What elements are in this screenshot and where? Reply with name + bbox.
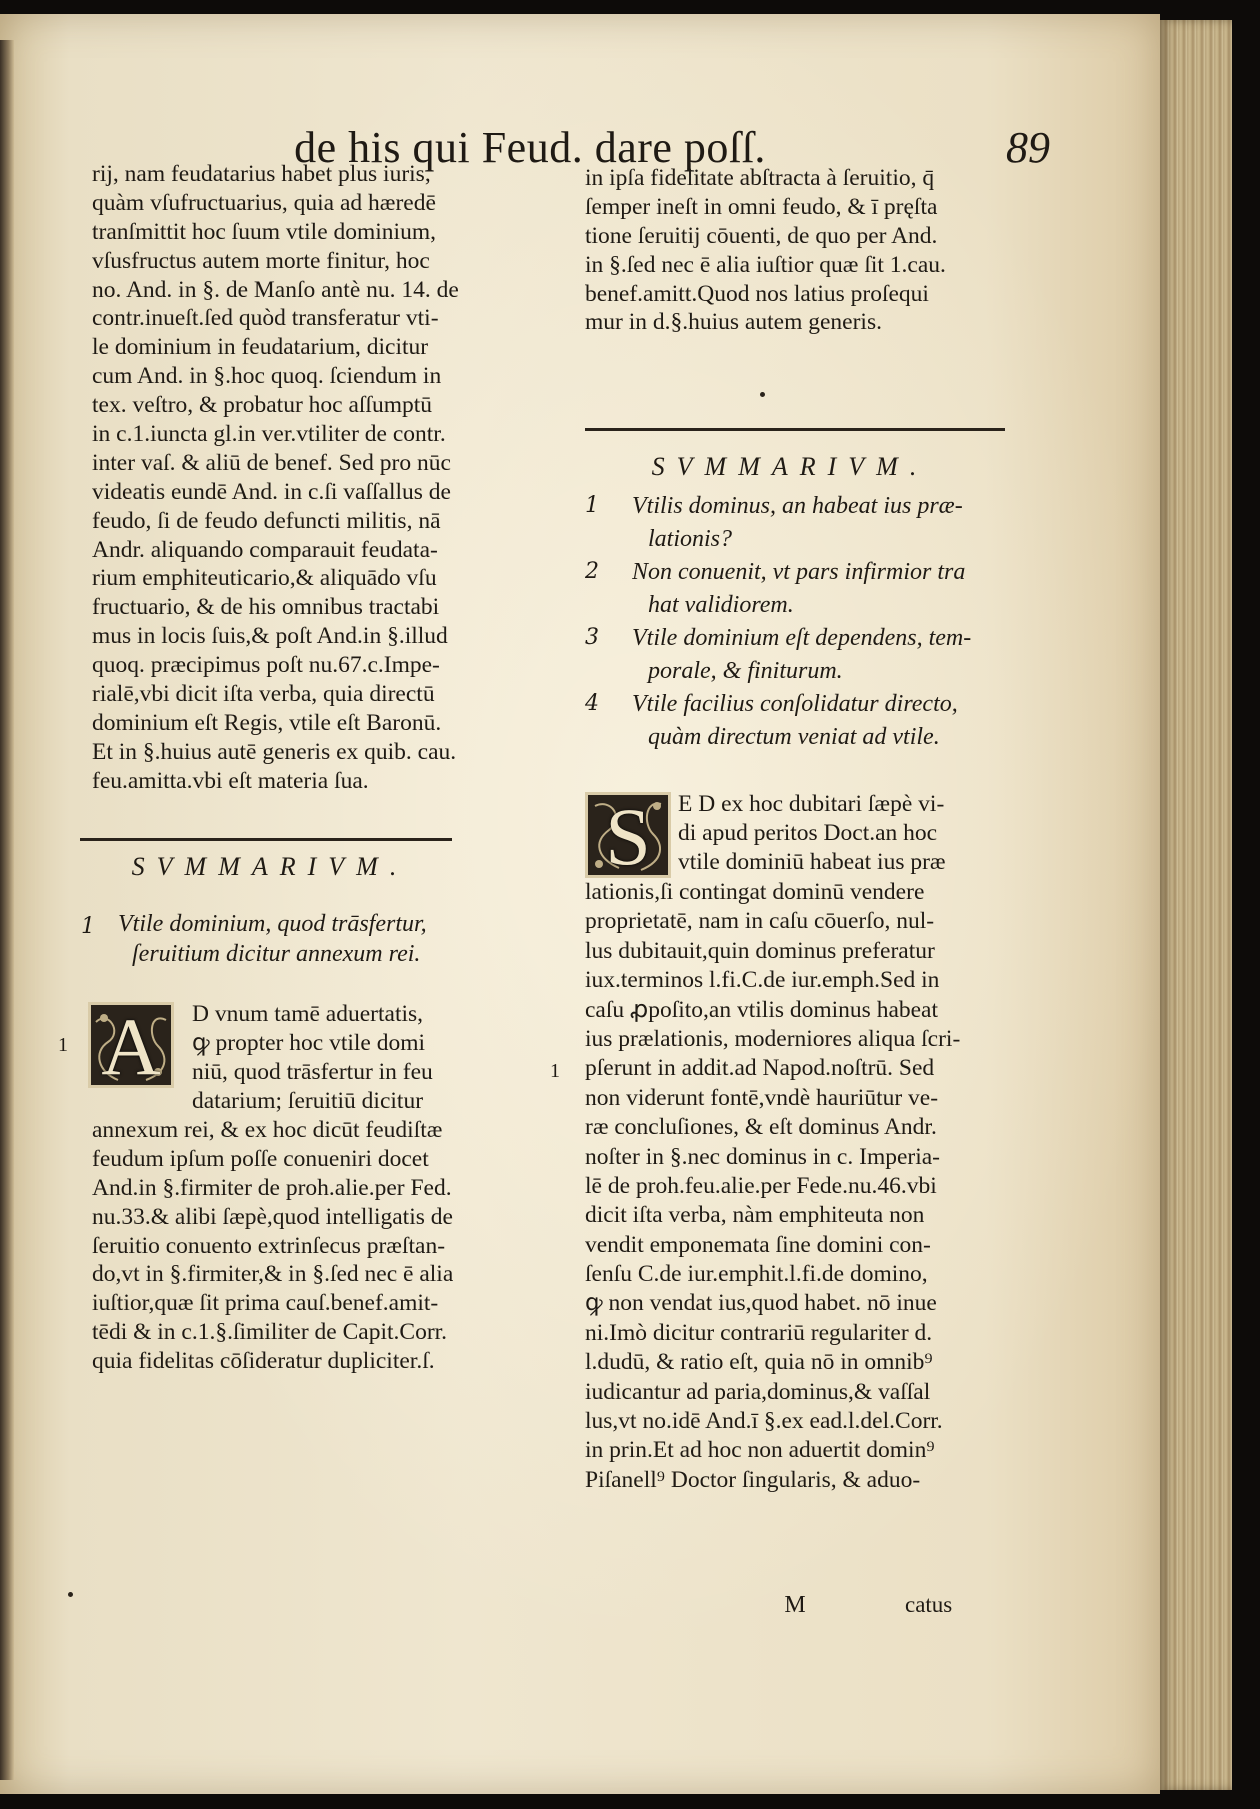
text-line: in prin.Et ad hoc non aduertit domin⁹ (585, 1437, 935, 1464)
ink-speck (760, 392, 765, 397)
folio-number: 89 (1006, 123, 1050, 172)
text-line: do,vt in §.firmiter,& in §.ſed nec ē alia (92, 1261, 454, 1288)
dropcap-letter: A (101, 1001, 161, 1092)
summary-line: Vtile dominium, quod trāsfertur, (118, 911, 427, 937)
text-line: noſter in §.nec dominus in c. Imperia- (585, 1143, 941, 1170)
dropcap-a (88, 1001, 174, 1092)
text-line: rij, nam feudatarius habet plus iuris, (92, 161, 431, 187)
text-line: dicit iſta verba, nàm emphiteuta non (585, 1202, 925, 1229)
dropcap-s (585, 791, 671, 882)
text-line: Piſanell⁹ Doctor ſingularis, & aduo- (585, 1466, 921, 1493)
text-line: ni.Imò dicitur contrariū regulariter d. (585, 1319, 933, 1346)
left-margin-note: 1 (58, 1034, 68, 1056)
text-line: fructuario, & de his omnibus tractabi (92, 594, 440, 621)
text-line: inter vaſ. & aliū de benef. Sed pro nūc (92, 449, 451, 476)
summary-item (632, 688, 1022, 754)
text-line: vendit emponemata ſine domini con- (585, 1231, 931, 1258)
summary-line: ſeruitium dicitur annexum rei. (132, 940, 421, 967)
left-dropcap-lines (192, 1000, 462, 1116)
text-line: feudo, ſi de feudo defuncti militis, nā (92, 507, 441, 534)
text-line: ſemper ineſt in omni feudo, & ī pręſta (585, 193, 938, 220)
text-line: lē de proh.feu.alie.per Fede.nu.46.vbi (585, 1172, 937, 1199)
text-line: nu.33.& alibi ſæpè,quod intelligatis de (92, 1203, 453, 1230)
text-line: tione ſeruitij cōuenti, de quo per And. (585, 222, 938, 249)
left-section-rule (80, 838, 452, 841)
text-line: tēdi & in c.1.§.ſimiliter de Capit.Corr. (92, 1319, 448, 1346)
summary-line: Non conuenit, vt pars infirmior tra (632, 559, 966, 585)
left-summary-item-number: 1 (81, 914, 95, 939)
text-line: rium emphiteuticario,& aliquādo vſu (92, 565, 437, 592)
summary-item (632, 556, 1022, 622)
summary-line: Vtile dominium eſt dependens, tem- (632, 625, 972, 651)
right-summary-title: SVMMARIVM. (651, 452, 929, 481)
signature-mark: M (784, 1592, 806, 1618)
text-line: Et in §.huius autē generis ex quib. cau. (92, 738, 457, 765)
text-line: feu.amitta.vbi eſt materia ſua. (92, 767, 369, 794)
text-line: datarium; ſeruitiū dicitur (192, 1087, 424, 1114)
text-line: caſu ꝓpoſito,an vtilis dominus habeat (585, 996, 939, 1023)
text-line: And.in §.firmiter de proh.alie.per Fed. (92, 1174, 452, 1201)
dropcap-letter: S (605, 791, 651, 882)
text-line: iudicantur ad paria,dominus,& vaſſal (585, 1378, 931, 1405)
text-line: proprietatē, nam in caſu cōuerſo, nul- (585, 908, 935, 935)
summary-item-number: 1 (585, 493, 599, 518)
right-column-paragraph-1 (585, 164, 1025, 337)
left-summary-item (118, 910, 458, 969)
text-line: lus dubitauit,quin dominus preferatur (585, 937, 935, 964)
text-line: benef.amitt.Quod nos latius proſequi (585, 280, 929, 307)
text-line: videatis eundē And. in c.ſi vaſſallus de (92, 478, 451, 505)
summary-line: hat validiorem. (648, 592, 794, 618)
text-line: contr.inueſt.ſed quòd transferatur vti- (92, 305, 439, 332)
text-line: in §.ſed nec ē alia iuſtior quæ ſit 1.cau. (585, 251, 946, 278)
text-line: feudum ipſum poſſe conueniri docet (92, 1145, 429, 1172)
text-line: dominium eſt Regis, vtile eſt Baronū. (92, 709, 442, 736)
text-line: iuſtior,quæ ſit prima cauſ.benef.amit- (92, 1290, 439, 1317)
text-line: ſeruitio conuento extrinſecus præſtan- (92, 1232, 446, 1259)
text-line: non viderunt fontē,vndè hauriūtur ve- (585, 1084, 939, 1111)
text-line: mur in d.§.huius autem generis. (585, 309, 882, 336)
catchword: catus (905, 1592, 953, 1617)
summary-line: quàm directum veniat ad vtile. (648, 724, 940, 750)
text-line: tranſmittit hoc ſuum vtile dominium, (92, 218, 436, 245)
summary-line: Vtilis dominus, an habeat ius præ- (632, 493, 963, 519)
right-margin-note: 1 (550, 1060, 560, 1082)
right-column-paragraph-2 (585, 878, 1025, 1495)
summary-item-number: 4 (585, 691, 599, 716)
summary-item (632, 622, 1022, 688)
summary-line: lationis? (648, 526, 733, 552)
text-line: annexum rei, & ex hoc dicūt feudiſtæ (92, 1117, 443, 1143)
text-line: l.dudū, & ratio eſt, quia nō in omnib⁹ (585, 1349, 933, 1376)
text-line: ius prælationis, moderniores aliqua ſcri- (585, 1025, 961, 1052)
summary-line: Vtile facilius conſolidatur directo, (632, 691, 958, 717)
text-line: ꝙ non vendat ius,quod habet. nō inue (585, 1290, 937, 1317)
summary-item-number: 2 (585, 559, 599, 584)
page-edges (1160, 20, 1232, 1790)
left-column-paragraph-2 (92, 1116, 522, 1376)
left-summary-title: SVMMARIVM. (131, 852, 409, 881)
text-line: pſerunt in addit.ad Napod.noſtrū. Sed (585, 1055, 935, 1082)
summary-item-number: 3 (585, 625, 599, 650)
left-column-paragraph-1 (92, 160, 522, 796)
text-line: rialē,vbi dicit iſta verba, quia directū (92, 681, 435, 708)
text-line: vtile dominiū habeat ius præ (678, 848, 946, 875)
text-line: mus in locis ſuis,& poſt And.in §.illud (92, 623, 448, 650)
text-line: niū, quod trāsfertur in feu (192, 1058, 433, 1085)
text-line: quoq. præcipimus poſt nu.67.c.Impe- (92, 652, 440, 679)
binding-gutter (0, 40, 14, 1780)
text-line: iux.terminos l.fi.C.de iur.emph.Sed in (585, 967, 940, 994)
text-line: D vnum tamē aduertatis, (192, 1001, 424, 1027)
text-line: lus,vt no.idē And.ī §.ex ead.l.del.Corr. (585, 1408, 943, 1435)
text-line: in ipſa fidelitate abſtracta à ſeruitio, q̄ (585, 165, 935, 191)
text-line: Andr. aliquando comparauit feudata- (92, 536, 438, 563)
text-line: vſusfructus autem morte finitur, hoc (92, 247, 430, 274)
summary-line: porale, & finiturum. (648, 658, 843, 684)
right-dropcap-lines (678, 790, 1023, 877)
text-line: quàm vſufructuarius, quia ad hæredē (92, 189, 436, 216)
text-line: tex. veſtro, & probatur hoc aſſumptū (92, 392, 433, 419)
text-line: ræ concluſiones, & eſt dominus Andr. (585, 1114, 937, 1141)
text-line: no. And. in §. de Manſo antè nu. 14. de (92, 276, 459, 303)
ink-speck (68, 1592, 73, 1597)
text-line: cum And. in §.hoc quoq. ſciendum in (92, 363, 442, 390)
text-line: di apud peritos Doct.an hoc (678, 819, 938, 846)
text-line: ſenſu C.de iur.emphit.l.fi.de domino, (585, 1261, 928, 1288)
text-line: lationis,ſi contingat dominū vendere (585, 879, 925, 905)
text-line: quia fidelitas cōſideratur dupliciter.ſ. (92, 1348, 435, 1375)
text-line: ꝙ propter hoc vtile domi (192, 1029, 426, 1056)
text-line: in c.1.iuncta gl.in ver.vtiliter de contr. (92, 421, 446, 448)
text-line: le dominium in feudatarium, dicitur (92, 334, 429, 361)
summary-item (632, 490, 1022, 556)
running-head: de his qui Feud. dare poſſ. (294, 123, 766, 172)
right-section-rule (585, 428, 1005, 431)
text-line: E D ex hoc dubitari ſæpè vi- (678, 791, 945, 817)
